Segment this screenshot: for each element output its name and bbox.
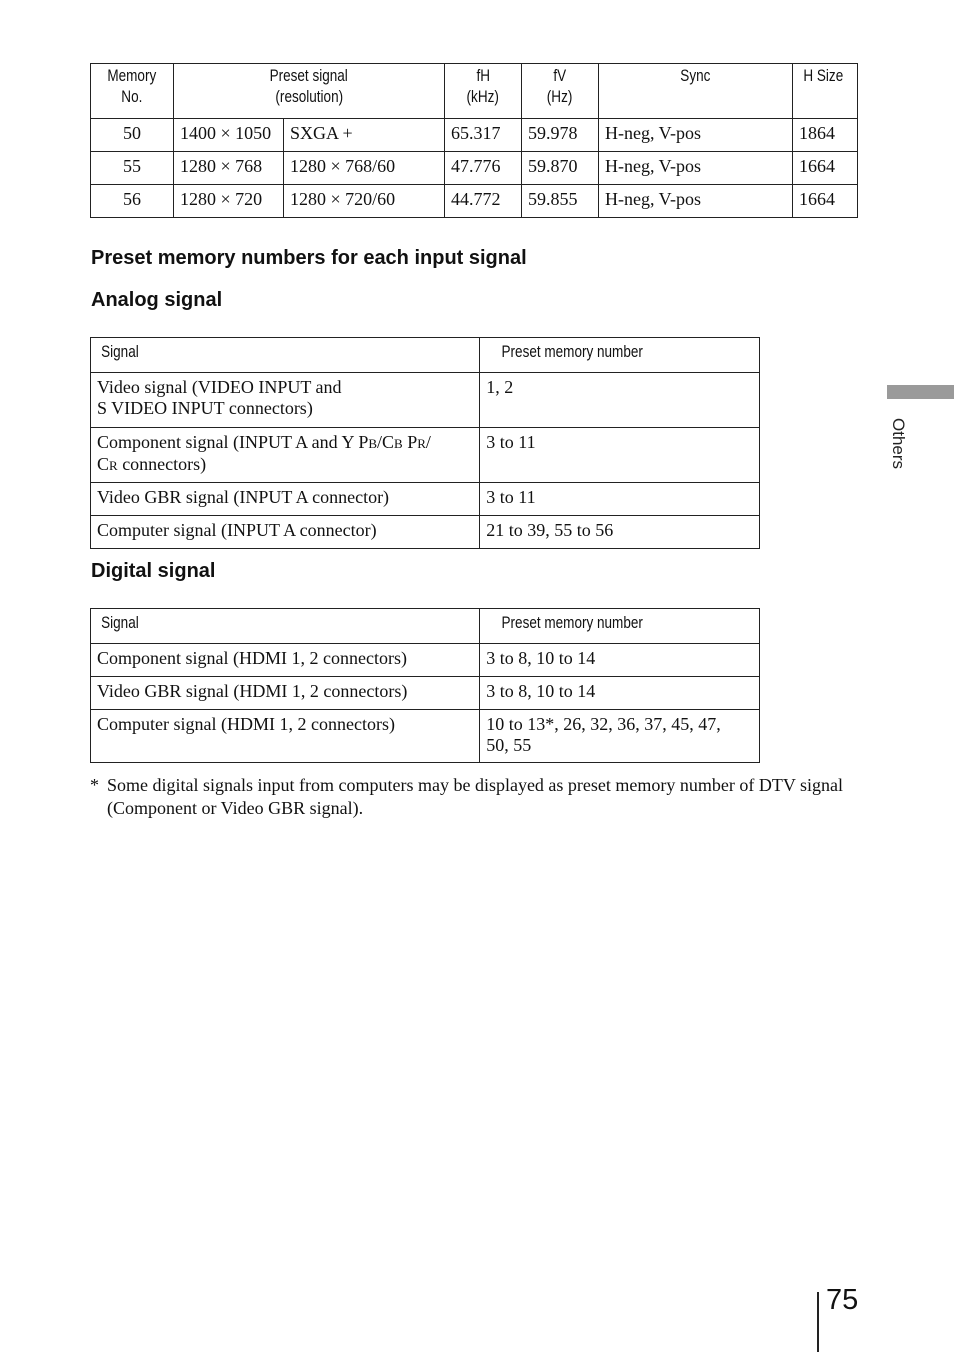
number-cell: 21 to 39, 55 to 56	[480, 516, 760, 549]
header-signal: Signal	[91, 338, 480, 373]
signal-name-cell: SXGA +	[284, 119, 445, 152]
number-cell: 1, 2	[480, 373, 760, 428]
signal-cell: Computer signal (HDMI 1, 2 connectors)	[91, 710, 480, 763]
fh-cell: 47.776	[445, 152, 522, 185]
preset-signal-table	[90, 63, 858, 218]
signal-cell: Video GBR signal (HDMI 1, 2 connectors)	[91, 677, 480, 710]
table-row	[91, 428, 760, 483]
signal-name-cell: 1280 × 720/60	[284, 185, 445, 218]
sync-cell: H-neg, V-pos	[599, 119, 793, 152]
digital-signal-table	[90, 608, 760, 763]
number-cell: 10 to 13*, 26, 32, 36, 37, 45, 47, 50, 55	[480, 710, 760, 763]
footnote-text: Some digital signals input from computers may be displayed as preset memory number of DTV signal (Component or Video GBR signal).	[107, 775, 844, 818]
header-preset-memory-number: Preset memory number	[480, 338, 760, 373]
header-sync: Sync	[599, 64, 793, 119]
signal-name-cell: 1280 × 768/60	[284, 152, 445, 185]
sync-cell: H-neg, V-pos	[599, 152, 793, 185]
number-cell: 3 to 11	[480, 428, 760, 483]
header-preset-memory-number: Preset memory number	[480, 609, 760, 644]
h-size-cell: 1664	[793, 185, 858, 218]
memory-no-cell: 55	[91, 152, 174, 185]
h-size-cell: 1664	[793, 152, 858, 185]
number-cell: 3 to 11	[480, 483, 760, 516]
table-row	[91, 677, 760, 710]
table-row	[91, 119, 858, 152]
header-h-size: H Size	[793, 64, 858, 119]
header-preset-signal: Preset signal (resolution)	[174, 64, 445, 119]
header-fh: fH (kHz)	[445, 64, 522, 119]
fv-cell: 59.855	[522, 185, 599, 218]
table-header-row	[91, 338, 760, 373]
table-row	[91, 644, 760, 677]
signal-cell: Component signal (HDMI 1, 2 connectors)	[91, 644, 480, 677]
signal-cell: Video signal (VIDEO INPUT and S VIDEO INPUT connectors)	[91, 373, 480, 428]
table-row	[91, 483, 760, 516]
number-cell: 3 to 8, 10 to 14	[480, 644, 760, 677]
fh-cell: 65.317	[445, 119, 522, 152]
analog-signal-heading: Analog signal	[91, 289, 223, 311]
resolution-cell: 1280 × 720	[174, 185, 284, 218]
section-heading: Preset memory numbers for each input signal	[91, 247, 527, 269]
number-cell: 3 to 8, 10 to 14	[480, 677, 760, 710]
analog-signal-table	[90, 337, 760, 549]
footnote-mark: *	[90, 775, 99, 795]
memory-no-cell: 50	[91, 119, 174, 152]
page-number: 75	[826, 1284, 859, 1316]
fv-cell: 59.978	[522, 119, 599, 152]
resolution-cell: 1280 × 768	[174, 152, 284, 185]
footnote	[90, 774, 860, 820]
table-row	[91, 152, 858, 185]
table-header-row	[91, 64, 858, 119]
signal-cell: Video GBR signal (INPUT A connector)	[91, 483, 480, 516]
fh-cell: 44.772	[445, 185, 522, 218]
resolution-cell: 1400 × 1050	[174, 119, 284, 152]
header-signal: Signal	[91, 609, 480, 644]
signal-cell: Computer signal (INPUT A connector)	[91, 516, 480, 549]
digital-signal-heading: Digital signal	[91, 560, 216, 582]
memory-no-cell: 56	[91, 185, 174, 218]
page-number-divider	[817, 1292, 819, 1352]
table-row	[91, 516, 760, 549]
header-memory-no: Memory No.	[91, 64, 174, 119]
header-fv: fV (Hz)	[522, 64, 599, 119]
table-row	[91, 373, 760, 428]
table-row	[91, 185, 858, 218]
signal-cell: Component signal (INPUT A and Y PB/CB PR/ CR connectors)	[91, 428, 480, 483]
sync-cell: H-neg, V-pos	[599, 185, 793, 218]
fv-cell: 59.870	[522, 152, 599, 185]
section-tab-marker	[887, 385, 954, 399]
table-row	[91, 710, 760, 763]
section-tab-label: Others	[889, 418, 908, 470]
table-header-row	[91, 609, 760, 644]
h-size-cell: 1864	[793, 119, 858, 152]
